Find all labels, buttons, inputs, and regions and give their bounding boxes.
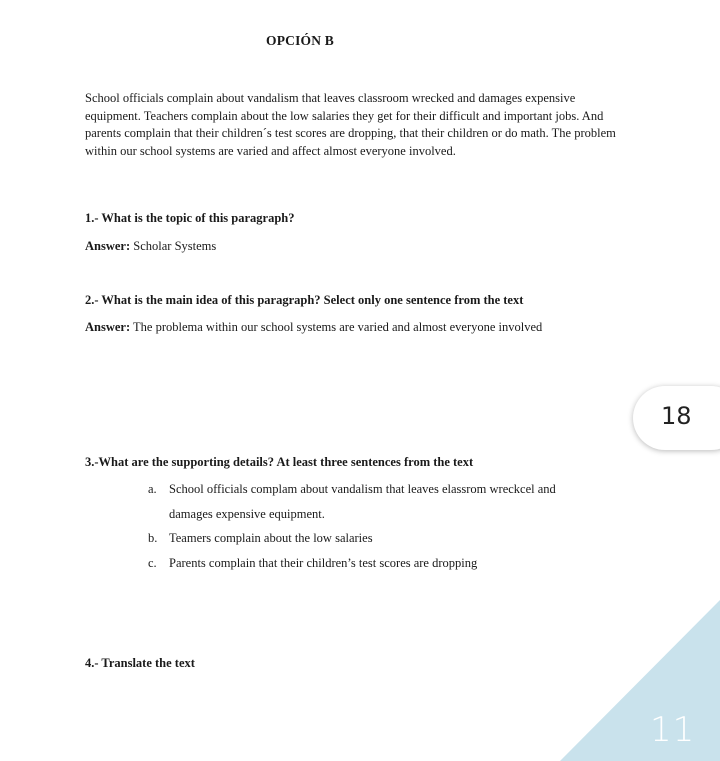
detail-letter: c. xyxy=(148,556,157,570)
question-2: 2.- What is the main idea of this paragraph? Select only one sentence from the text xyxy=(85,293,524,307)
corner-page-number: 11 xyxy=(650,710,696,750)
detail-letter: a. xyxy=(148,482,157,496)
corner-triangle xyxy=(560,600,720,761)
document-title: OPCIÓN B xyxy=(266,33,334,48)
question-3: 3.-What are the supporting details? At least three sentences from the text xyxy=(85,455,474,469)
detail-text: damages expensive equipment. xyxy=(169,507,325,521)
detail-text: Parents complain that their children’s test scores are dropping xyxy=(169,556,478,570)
answer-2-text: The problema within our school systems are varied and almost everyone involved xyxy=(130,320,543,334)
answer-1-text: Scholar Systems xyxy=(130,239,217,253)
question-1: 1.- What is the topic of this paragraph? xyxy=(85,211,295,225)
page-indicator-badge[interactable] xyxy=(633,386,720,450)
page-indicator-number: 18 xyxy=(661,402,692,430)
detail-text: Teamers complain about the low salaries xyxy=(169,531,373,545)
reading-paragraph: School officials complain about vandalism that leaves classroom wrecked and damages expensive equipment. Teachers complain about the low salaries they get for their difficult and important jobs. And parents complain that their children´s test scores are dropping, that their children or do math. The problem within our school systems are varied and affect almost everyone involved. xyxy=(85,91,616,158)
detail-letter: b. xyxy=(148,531,158,545)
answer-2 xyxy=(85,320,542,335)
question-4: 4.- Translate the text xyxy=(85,656,195,670)
detail-text: School officials complam about vandalism that leaves elassrom wreckcel and xyxy=(169,482,556,496)
answer-1 xyxy=(85,239,216,254)
answer-2-label: Answer: xyxy=(85,320,131,334)
answer-1-label: Answer: xyxy=(85,239,131,253)
